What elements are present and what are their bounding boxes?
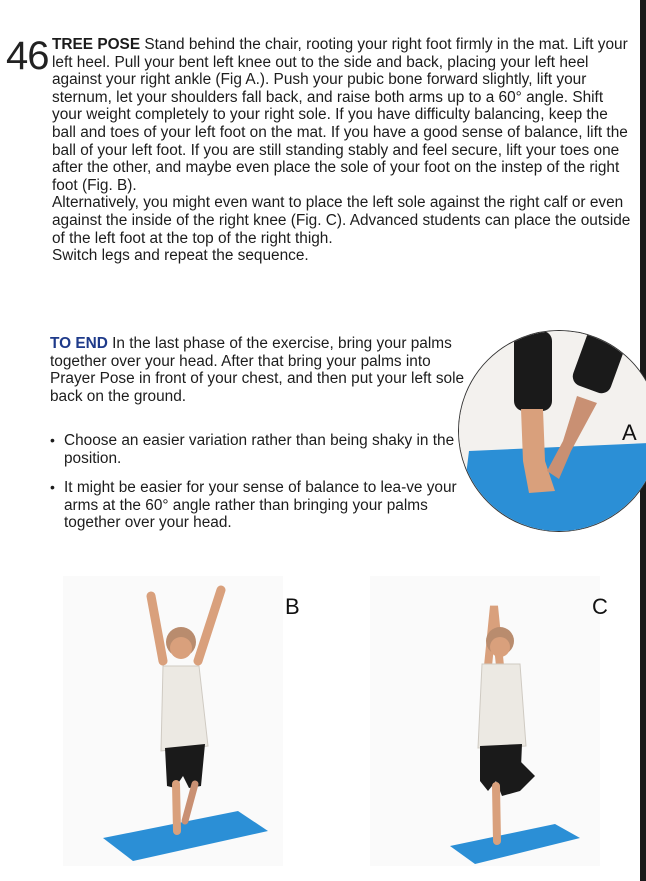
bullet-text: It might be easier for your sense of balance to lea-ve your arms at the 60° angle rather than bringing your palms together over your head. bbox=[64, 479, 457, 532]
paragraph-2: Alternatively, you might even want to place the left sole against the right calf or even against the inside of the right knee (Fig. C). Advanced students can place the outside of the left foot at the top of the right thigh. bbox=[52, 194, 631, 247]
tree-pose-title: TREE POSE bbox=[52, 36, 141, 53]
paragraph-1-text: Stand behind the chair, rooting your right foot firmly in the mat. Lift your left heel. Pull your bent left knee out to the side and back, placing your left heel against your right ankle (Fig A.). Push your pubic bone forward slightly, lift your sternum, let your shoulders fall back, and raise both arms up to a 60° angle. Shift your weight completely to your right sole. If you have difficulty balancing, keep the ball and toes of your left foot on the mat. If you have a good sense of balance, lift the ball of your left foot. If you are still standing stably and feel secure, lift your toes one after the other, and maybe even place the sole of your foot on the instep of the right foot (Fig. B). bbox=[52, 36, 628, 194]
to-end-section bbox=[50, 335, 470, 405]
list-item bbox=[50, 479, 460, 532]
figure-c-photo bbox=[370, 576, 600, 866]
figure-b-label: B bbox=[285, 594, 300, 619]
exercise-number: 46 bbox=[6, 34, 49, 78]
to-end-text: In the last phase of the exercise, bring your palms together over your head. After that bring your palms into Prayer Pose in front of your chest, and then put your left sole back on the ground. bbox=[50, 335, 465, 405]
figure-a-label: A bbox=[622, 420, 637, 445]
tree-pose-arms-raised-illustration bbox=[63, 576, 283, 866]
paragraph-1 bbox=[52, 36, 636, 194]
tips-list bbox=[50, 432, 460, 544]
feet-closeup-illustration bbox=[459, 331, 646, 531]
tree-pose-instructions bbox=[52, 36, 636, 265]
bullet-icon: • bbox=[50, 432, 55, 448]
tree-pose-prayer-illustration bbox=[370, 576, 600, 866]
to-end-title: TO END bbox=[50, 335, 108, 352]
figure-c-label: C bbox=[592, 594, 608, 619]
paragraph-3: Switch legs and repeat the sequence. bbox=[52, 247, 309, 265]
figure-a-photo bbox=[458, 330, 646, 532]
list-item bbox=[50, 432, 460, 467]
bullet-icon: • bbox=[50, 479, 55, 496]
figure-b-photo bbox=[63, 576, 283, 866]
bullet-text: Choose an easier variation rather than being shaky in the position. bbox=[64, 432, 455, 467]
